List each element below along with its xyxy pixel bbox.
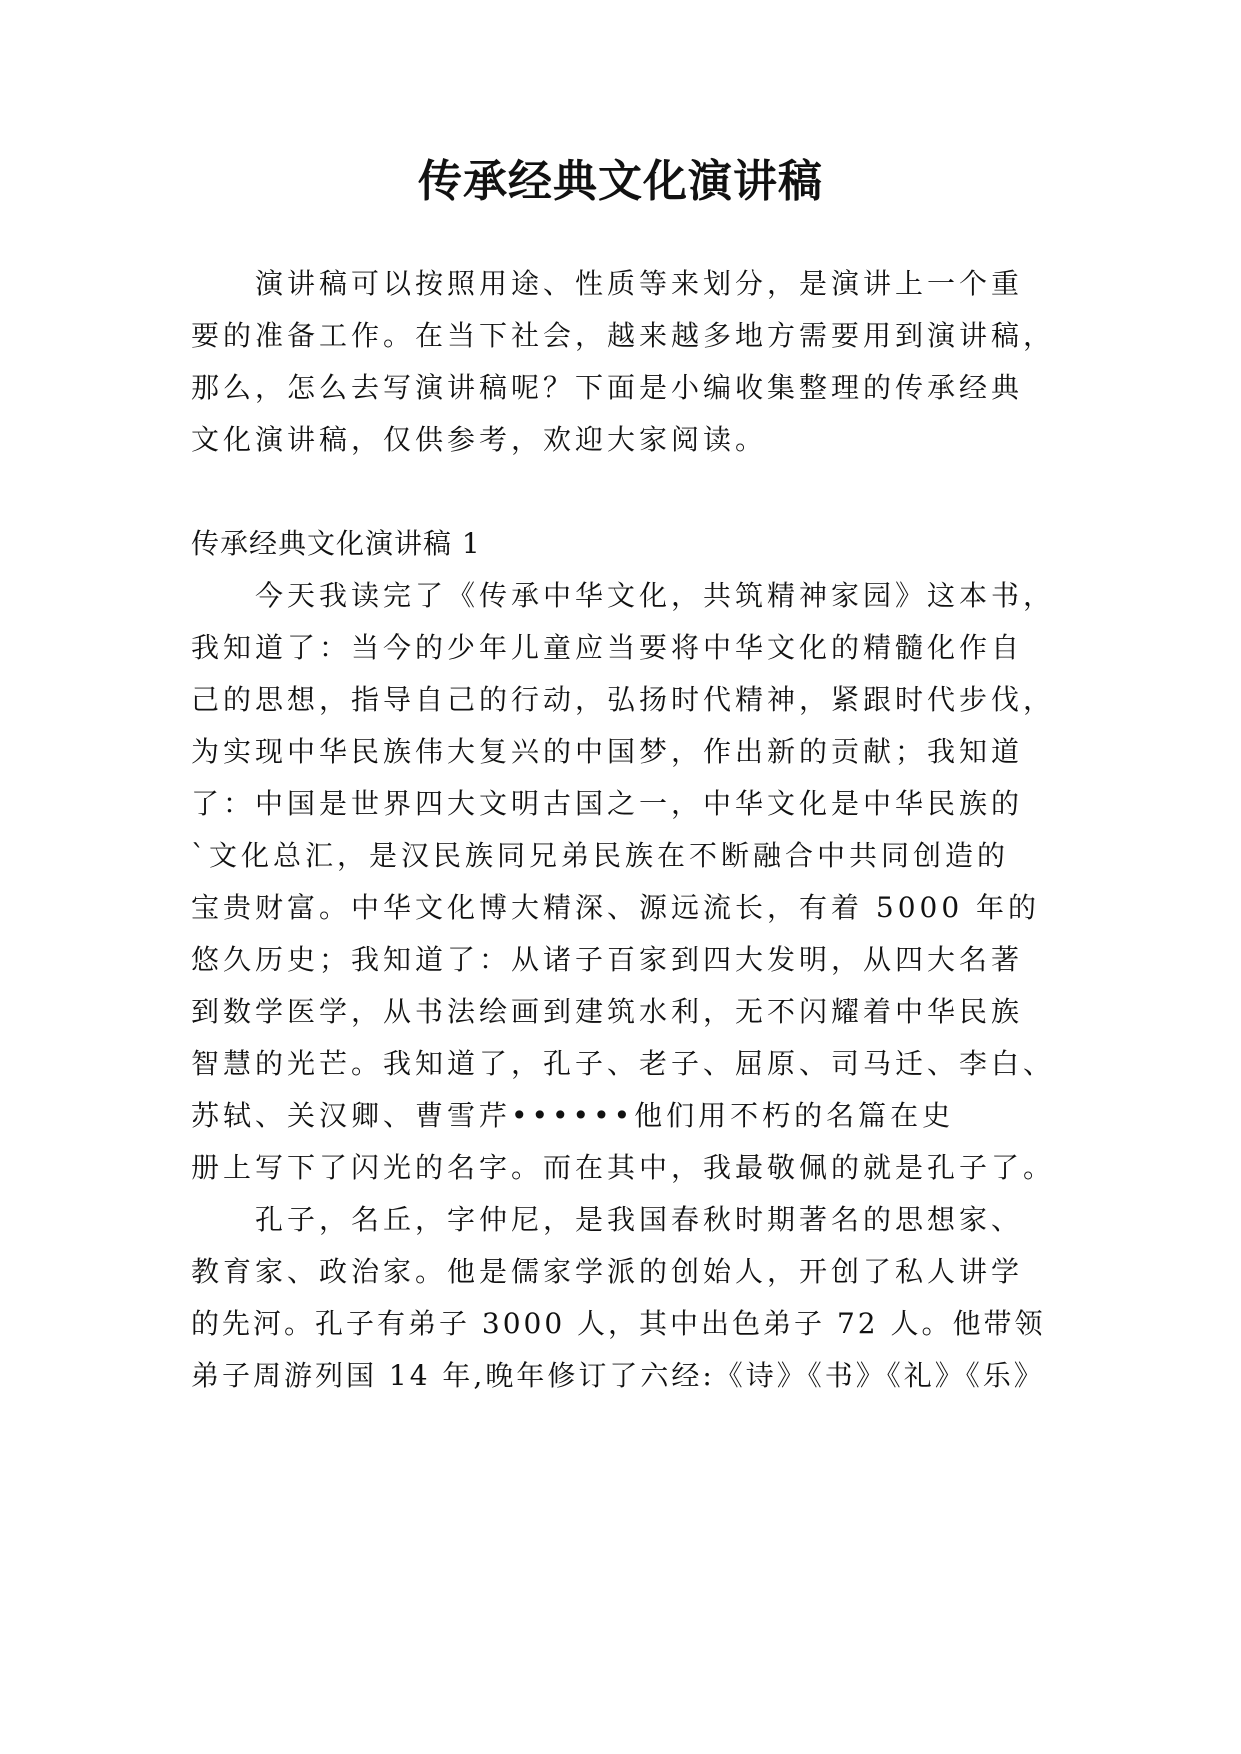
paragraph-line: 智慧的光芒。我知道了，孔子、老子、屈原、司马迁、李白、 [191, 1047, 1056, 1080]
paragraph-line: 苏轼、关汉卿、曹雪芹••••••他们用不朽的名篇在史 [191, 1099, 955, 1132]
intro-line: 要的准备工作。在当下社会，越来越多地方需要用到演讲稿， [191, 319, 1056, 352]
paragraph-line: 宝贵财富。中华文化博大精深、源远流长，有着 5000 年的 [191, 891, 1041, 924]
paragraph-line: 为实现中华民族伟大复兴的中国梦，作出新的贡献；我知道 [191, 735, 1024, 768]
document-title: 传承经典文化演讲稿 [418, 156, 823, 207]
paragraph-line: 己的思想，指导自己的行动，弘扬时代精神，紧跟时代步伐， [191, 683, 1056, 716]
paragraph-line: 教育家、政治家。他是儒家学派的创始人，开创了私人讲学 [191, 1255, 1024, 1288]
intro-line: 演讲稿可以按照用途、性质等来划分，是演讲上一个重 [255, 267, 1024, 300]
paragraph-line: `文化总汇，是汉民族同兄弟民族在不断融合中共同创造的 [191, 839, 1010, 872]
paragraph-line: 弟子周游列国 14 年,晚年修订了六经:《诗》《书》《礼》《乐》 [191, 1359, 1045, 1392]
paragraph-line: 的先河。孔子有弟子 3000 人，其中出色弟子 72 人。他带领 [191, 1307, 1046, 1340]
paragraph-line: 今天我读完了《传承中华文化，共筑精神家园》这本书， [255, 579, 1056, 612]
paragraph-line: 册上写下了闪光的名字。而在其中，我最敬佩的就是孔子了。 [191, 1151, 1056, 1184]
intro-line: 那么，怎么去写演讲稿呢？下面是小编收集整理的传承经典 [191, 371, 1024, 404]
paragraph-line: 了：中国是世界四大文明古国之一，中华文化是中华民族的 [191, 787, 1024, 820]
paragraph-line: 孔子，名丘，字仲尼，是我国春秋时期著名的思想家、 [255, 1203, 1024, 1236]
paragraph-line: 我知道了：当今的少年儿童应当要将中华文化的精髓化作自 [191, 631, 1024, 664]
paragraph-line: 悠久历史；我知道了：从诸子百家到四大发明，从四大名著 [191, 943, 1024, 976]
section-heading: 传承经典文化演讲稿 1 [191, 527, 481, 560]
paragraph-line: 到数学医学，从书法绘画到建筑水利，无不闪耀着中华民族 [191, 995, 1024, 1028]
intro-line: 文化演讲稿，仅供参考，欢迎大家阅读。 [191, 423, 768, 456]
